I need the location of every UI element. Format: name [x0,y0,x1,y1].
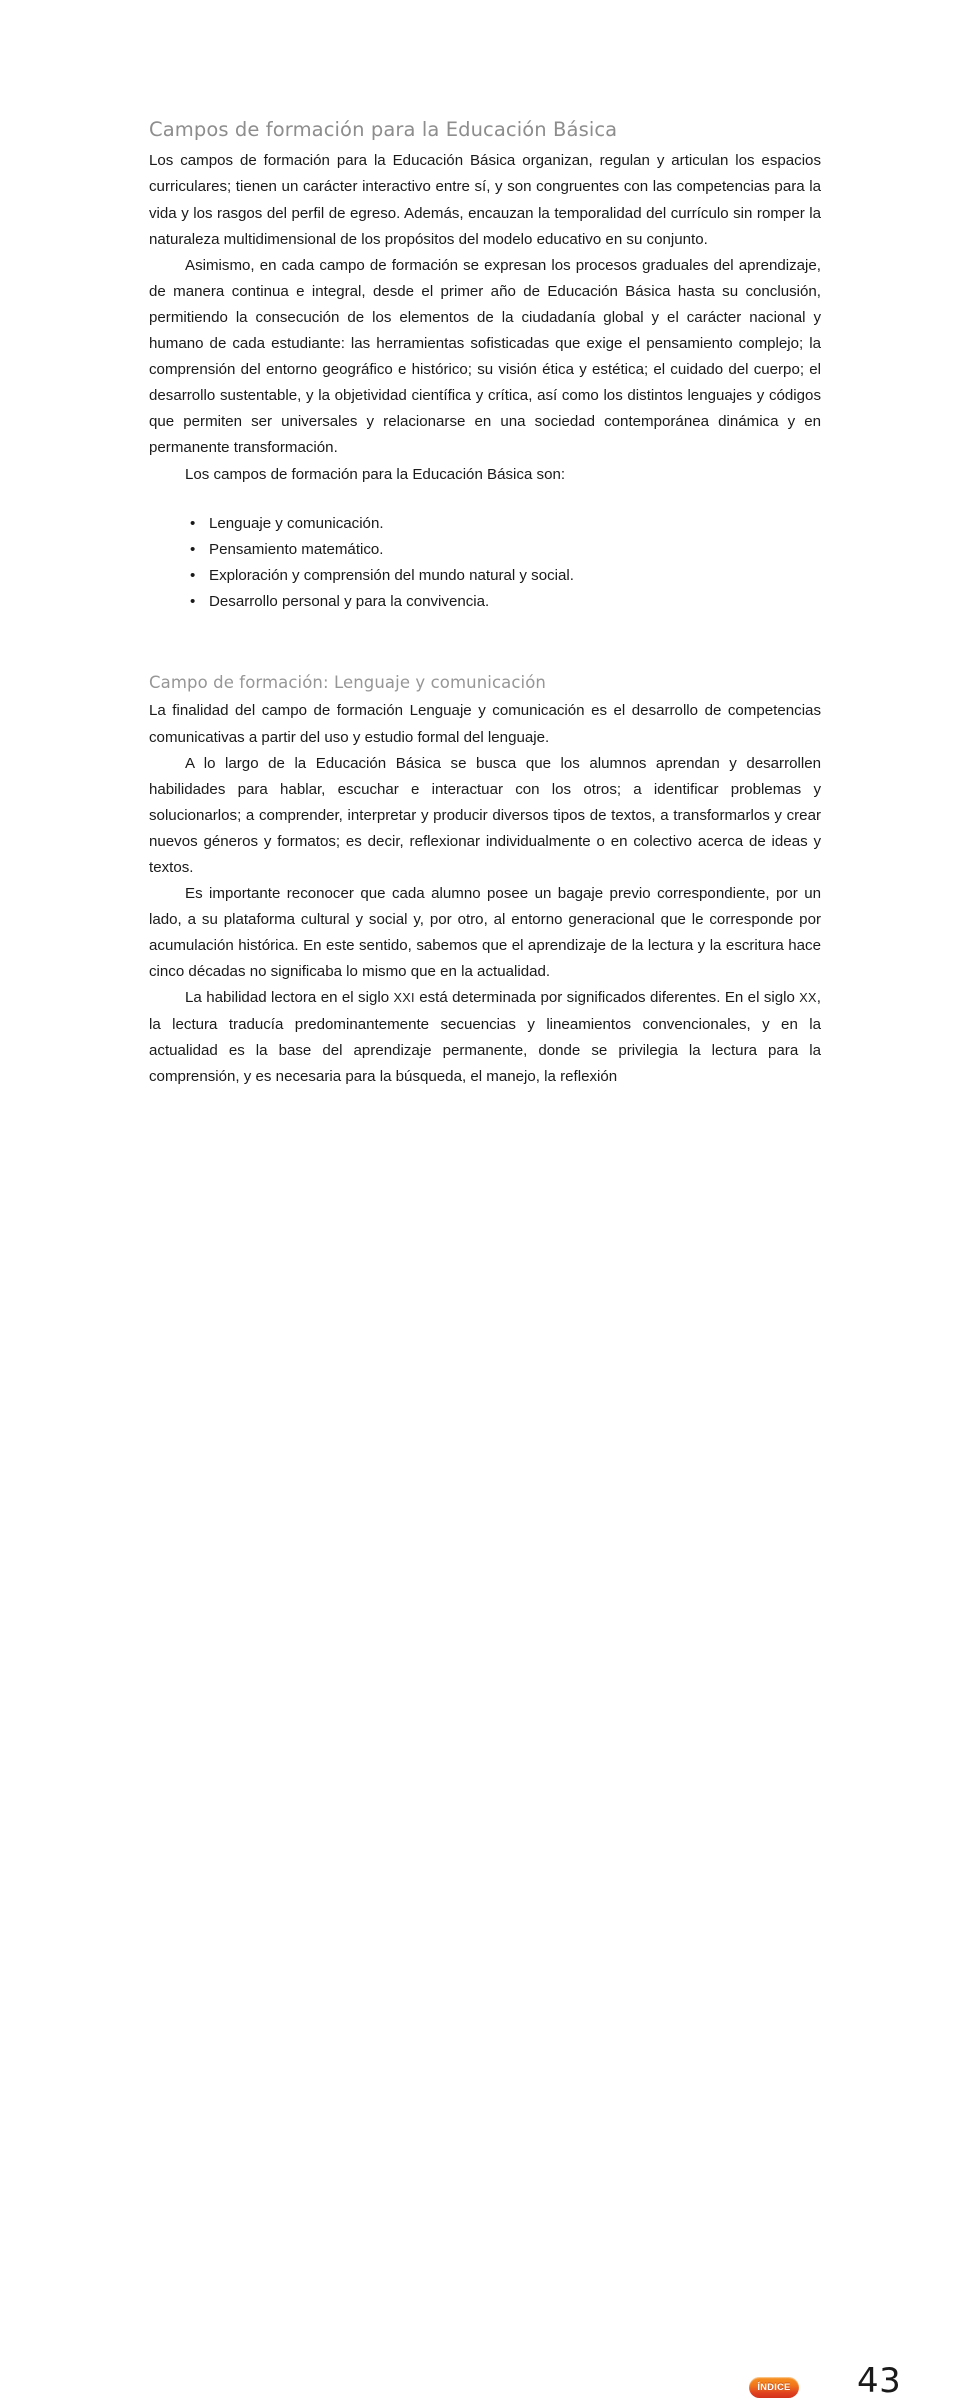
list-item-label: Desarrollo personal y para la convivencia. [209,592,490,610]
list-item-label: Exploración y comprensión del mundo natural y social. [209,566,574,584]
index-button[interactable] [749,2377,799,2398]
paragraph-segment: está determinada por significados diferentes. En el siglo [414,989,800,1007]
paragraph-campos-asimismo: Asimismo, en cada campo de formación se expresan los procesos graduales del aprendizaje, de manera continua e integral, desde el primer año de Educación Básica hasta su conclusión, permitiendo la consecución de los elementos de la ciudadanía global y el carácter nacional y humano de cada estudiante: las herramientas sofisticadas que exige el pensamiento complejo; la comprensión del entorno geográfico e histórico; su visión ética y estética; el cuidado del cuerpo; el desarrollo sustentable, y la objetividad científica y crítica, así como los distintos lenguajes y códigos que permiten ser universales y relacionarse en una sociedad contemporánea dinámica y en permanente transformación. [149,256,821,457]
list-item-label: Pensamiento matemático. [209,540,384,558]
paragraph-campos-intro: Los campos de formación para la Educación Básica organizan, regulan y articulan los espacios curriculares; tienen un carácter interactivo entre sí, y son congruentes con las competencias para la vida y los rasgos del perfil de egreso. Además, encauzan la temporalidad del currículo sin romper la naturaleza multidimensional de los propósitos del modelo educativo en su conjunto. [149,152,821,248]
bullet-icon: • [190,514,196,532]
formation-fields-list [149,511,821,615]
paragraph-lenguaje-bagaje: Es importante reconocer que cada alumno posee un bagaje previo correspondiente, por un lado, a su plataforma cultural y social y, por otro, al entorno generacional que le corresponde por acumulación histórica. En este sentido, sabemos que el aprendizaje de la lectura y la escritura hace cinco décadas no significaba lo mismo que en la actualidad. [149,885,821,981]
list-item-label: Lenguaje y comunicación. [209,514,384,532]
paragraph-segment: , la lectura traducía predominantemente secuencias y lineamientos convencionales, y en la actualidad es la base del aprendizaje permanente, donde se privilegia la lectura para la comprensión, y es necesaria para la búsqueda, el manejo, la reflexión [149,989,821,1085]
index-button-label: ÍNDICE [757,2381,791,2392]
paragraph-lenguaje-alolargo: A lo largo de la Educación Básica se busca que los alumnos aprendan y desarrollen habilidades para hablar, escuchar e interactuar con los otros; a identificar problemas y solucionarlos; a comprender, interpretar y producir diversos tipos de textos, a transformarlos y crear nuevos géneros y formatos; es decir, reflexionar individualmente o en colectivo acerca de ideas y textos. [149,754,821,876]
page-title: Campos de formación para la Educación Básica [149,118,618,141]
paragraph-lenguaje-siglo [149,985,821,1089]
list-item [149,511,821,537]
spacer-before-list [149,488,821,511]
page-number: 43 [857,2361,902,2401]
subsection-title-lenguaje: Campo de formación: Lenguaje y comunicación [149,672,546,692]
page-footer [0,1180,972,2401]
paragraph-campos-son: Los campos de formación para la Educación Básica son: [185,465,566,483]
century-roman-xxi: XXI [393,991,415,1006]
list-item [149,589,821,615]
list-item [149,537,821,563]
bullet-icon: • [190,566,196,584]
bullet-icon: • [190,592,196,610]
text-column [149,118,821,1090]
bullet-icon: • [190,540,196,558]
list-item [149,563,821,589]
paragraph-lenguaje-finalidad: La finalidad del campo de formación Lenguaje y comunicación es el desarrollo de competencias comunicativas a partir del uso y estudio formal del lenguaje. [149,702,821,746]
paragraph-segment: La habilidad lectora en el siglo [185,989,394,1007]
spacer-after-list [149,615,821,672]
century-roman-xx: XX [799,991,817,1006]
